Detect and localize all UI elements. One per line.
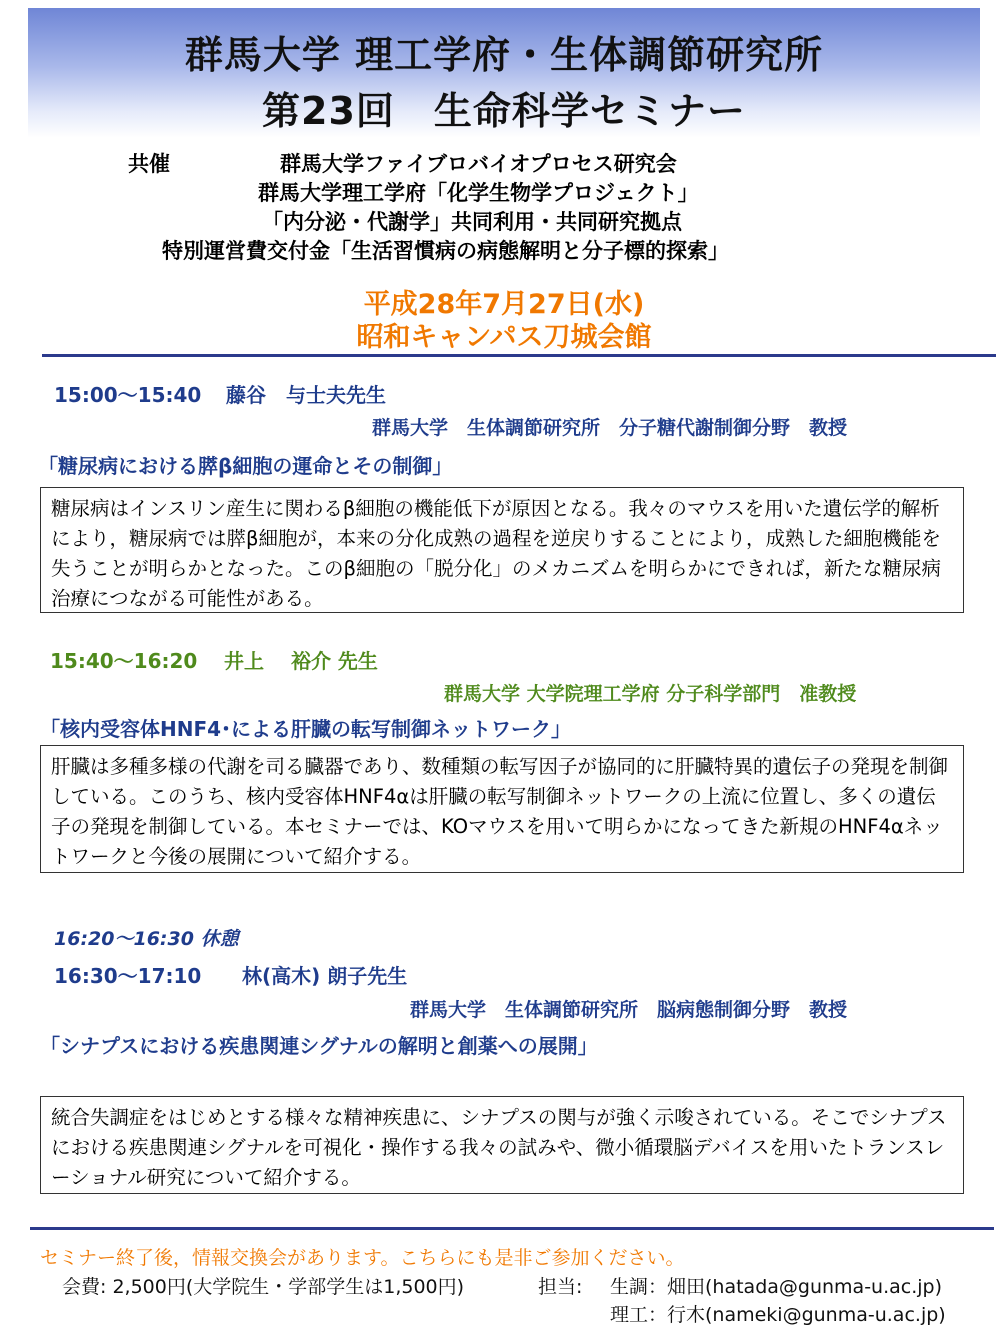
page-title: 群馬大学 理工学府・生体調節研究所 bbox=[184, 33, 824, 77]
break-slot: 16:20～16:30 休憩 bbox=[54, 928, 239, 950]
talk1-time: 15:00～15:40 bbox=[54, 383, 202, 407]
contact-label: 担当: bbox=[538, 1276, 583, 1298]
talk1-abstract: 糖尿病はインスリン産生に関わるβ細胞の機能低下が原因となる。我々のマウスを用いた遺伝学的解析により，糖尿病では膵β細胞が，本来の分化成熟の過程を逆戻りすることにより，成熟した細胞機能を失うことが明らかとなった。このβ細胞の「脱分化」のメカニズムを明らかにできれば，新たな糖尿病治療につながる可能性がある。 bbox=[40, 487, 964, 613]
top-divider bbox=[42, 354, 996, 357]
talk3-abstract: 統合失調症をはじめとする様々な精神疾患に、シナプスの関与が強く示唆されている。そこでシナプスにおける疾患関連シグナルを可視化・操作する我々の試みや、微小循環脳デバイスを用いたトランスレーショナル研究について紹介する。 bbox=[40, 1096, 964, 1194]
talk2-title: 「核内受容体HNF4･による肝臓の転写制御ネットワーク」 bbox=[40, 717, 572, 741]
cohost-line-4: 特別運営費交付金「生活習慣病の病態解明と分子標的探索」 bbox=[162, 239, 729, 263]
event-venue: 昭和キャンパス刀城会館 bbox=[356, 322, 652, 353]
talk2-time: 15:40～16:20 bbox=[50, 649, 198, 673]
talk3-speaker: 林(高木) 朗子先生 bbox=[242, 964, 408, 988]
contact-riko: 理工：行木(nameki@gunma-u.ac.jp) bbox=[610, 1304, 946, 1326]
talk1-speaker: 藤谷 与士夫先生 bbox=[226, 383, 386, 407]
cohost-line-3: 「内分泌・代謝学」共同利用・共同研究拠点 bbox=[262, 210, 682, 234]
seminar-title: 第23回 生命科学セミナー bbox=[262, 89, 746, 133]
talk3-title: 「シナプスにおける疾患関連シグナルの解明と創薬への展開」 bbox=[40, 1034, 598, 1058]
bottom-divider bbox=[30, 1227, 994, 1230]
talk2-affiliation: 群馬大学 大学院理工学府 分子科学部門 准教授 bbox=[444, 683, 857, 705]
contact-seichou: 生調：畑田(hatada@gunma-u.ac.jp) bbox=[610, 1276, 943, 1298]
event-date: 平成28年7月27日(水) bbox=[363, 289, 645, 320]
cohost-label: 共催 bbox=[128, 152, 170, 176]
reception-note: セミナー終了後，情報交換会があります。こちらにも是非ご参加ください。 bbox=[40, 1247, 685, 1269]
talk2-abstract: 肝臓は多種多様の代謝を司る臓器であり、数種類の転写因子が協同的に肝臓特異的遺伝子の発現を制御している。このうち、核内受容体HNF4αは肝臓の転写制御ネットワークの上流に位置し、多くの遺伝子の発現を制御している。本セミナーでは、KOマウスを用いて明らかになってきた新規のHNF4αネットワークと今後の展開について紹介する。 bbox=[40, 745, 964, 873]
talk1-title: 「糖尿病における膵β細胞の運命とその制御」 bbox=[38, 454, 453, 478]
fee-text: 会費: 2,500円(大学院生・学部学生は1,500円) bbox=[62, 1276, 465, 1298]
talk3-affiliation: 群馬大学 生体調節研究所 脳病態制御分野 教授 bbox=[410, 999, 848, 1021]
talk2-speaker: 井上 裕介 先生 bbox=[224, 649, 378, 673]
cohost-line-1: 群馬大学ファイブロバイオプロセス研究会 bbox=[280, 152, 677, 176]
cohost-line-2: 群馬大学理工学府「化学生物学プロジェクト」 bbox=[258, 181, 699, 205]
talk1-affiliation: 群馬大学 生体調節研究所 分子糖代謝制御分野 教授 bbox=[372, 417, 848, 439]
talk3-time: 16:30～17:10 bbox=[54, 964, 202, 988]
